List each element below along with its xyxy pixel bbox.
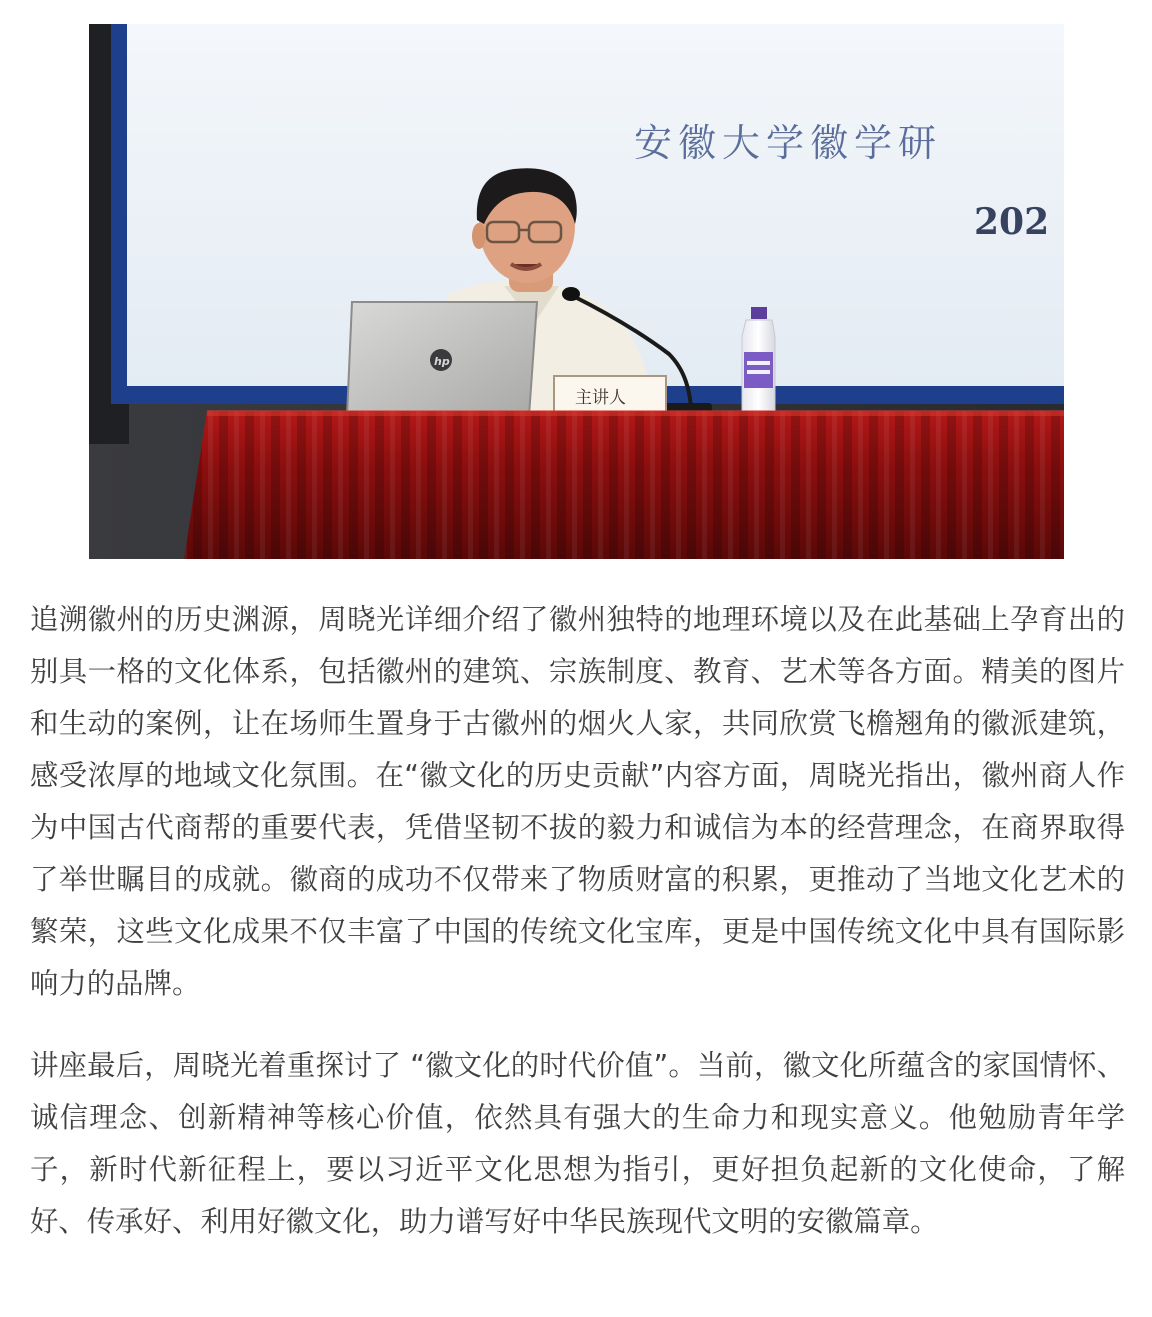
paragraph-history: 追溯徽州的历史渊源，周晓光详细介绍了徽州独特的地理环境以及在此基础上孕育出的别具一格的文化体系，包括徽州的建筑、宗族制度、教育、艺术等各方面。精美的图片和生动的案例，让在场师生置身于古徽州的烟火人家，共同欣赏飞檐翘角的徽派建筑，感受浓厚的地域文化氛围。在“徽文化的历史贡献”内容方面，周晓光指出，徽州商人作为中国古代商帮的重要代表，凭借坚韧不拔的毅力和诚信为本的经营理念，在商界取得了举世瞩目的成就。徽商的成功不仅带来了物质财富的积累，更推动了当地文化艺术的繁荣，这些文化成果不仅丰富了中国的传统文化宝库，更是中国传统文化中具有国际影响力的品牌。 [30, 603, 1125, 1000]
lecture-photo [89, 24, 1064, 559]
water-bottle [742, 307, 775, 416]
nameplate-text: 主讲人 [575, 388, 626, 408]
screen-year: 202 [974, 201, 1050, 243]
tablecloth [184, 410, 1064, 559]
screen-title: 安徽大学徽学研 [634, 121, 943, 165]
laptop-logo: hp [434, 355, 450, 368]
paragraph-modern-value: 讲座最后，周晓光着重探讨了 “徽文化的时代价值”。当前，徽文化所蕴含的家国情怀、诚信理念、创新精神等核心价值，依然具有强大的生命力和现实意义。他勉励青年学子，新时代新征程上，要以习近平文化思想为指引，更好担负起新的文化使命，了解好、传承好、利用好徽文化，助力谱写好中华民族现代文明的安徽篇章。 [30, 1049, 1125, 1238]
lecture-photo-illustration [89, 24, 1064, 559]
laptop [347, 302, 537, 416]
